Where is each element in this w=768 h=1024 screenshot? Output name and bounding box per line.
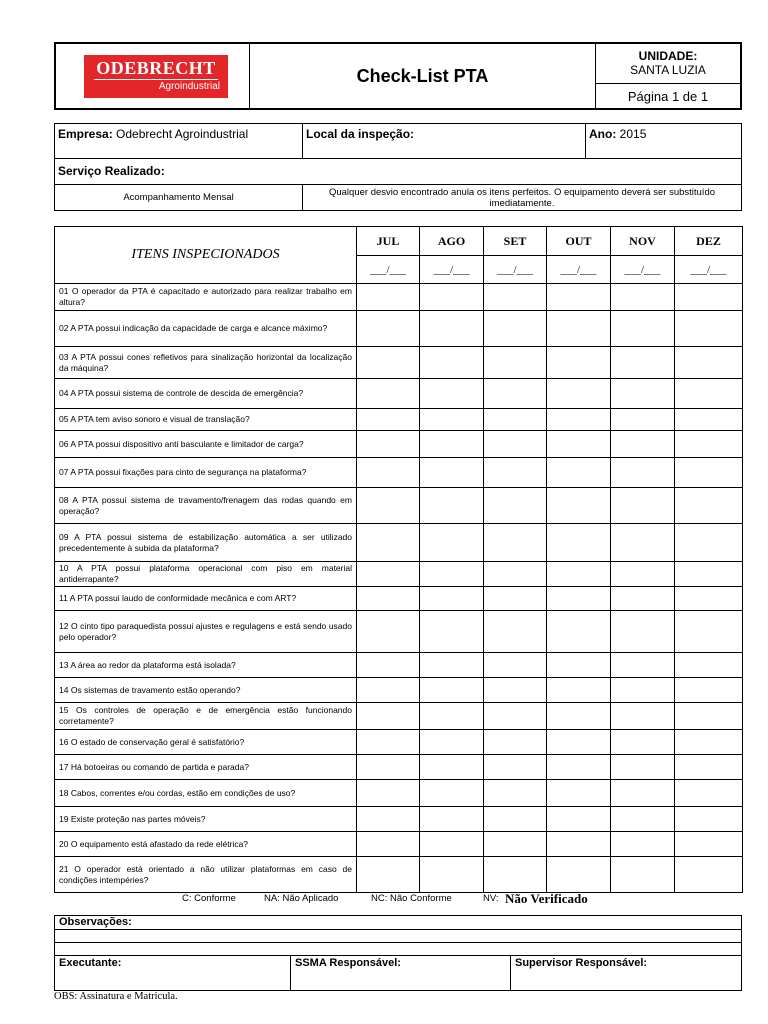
table-row xyxy=(55,832,743,857)
check-cell[interactable] xyxy=(675,562,743,587)
check-cell[interactable] xyxy=(484,431,547,458)
table-row xyxy=(55,857,743,893)
table-row xyxy=(55,653,743,678)
check-cell[interactable] xyxy=(484,653,547,678)
check-cell[interactable] xyxy=(547,347,611,379)
check-cell[interactable] xyxy=(420,488,484,524)
check-cell[interactable] xyxy=(675,524,743,562)
check-cell[interactable] xyxy=(484,730,547,755)
unit-cell xyxy=(596,44,740,84)
check-cell[interactable] xyxy=(611,730,675,755)
check-cell[interactable] xyxy=(547,678,611,703)
check-cell[interactable] xyxy=(357,409,420,431)
check-cell[interactable] xyxy=(484,311,547,347)
ssma-label: SSMA Responsável: xyxy=(295,957,401,969)
check-cell[interactable] xyxy=(611,409,675,431)
check-cell[interactable] xyxy=(420,524,484,562)
month-header: SET xyxy=(484,227,547,256)
check-cell[interactable] xyxy=(420,347,484,379)
check-cell[interactable] xyxy=(420,730,484,755)
check-cell[interactable] xyxy=(420,703,484,730)
check-cell[interactable] xyxy=(675,347,743,379)
check-cell[interactable] xyxy=(420,832,484,857)
check-cell[interactable] xyxy=(484,678,547,703)
table-row xyxy=(55,284,743,311)
check-cell[interactable] xyxy=(547,284,611,311)
supervisor-label: Supervisor Responsável: xyxy=(515,957,648,969)
obs-note: OBS: Assinatura e Matricula. xyxy=(54,991,178,1002)
check-cell[interactable] xyxy=(611,678,675,703)
check-cell[interactable] xyxy=(357,807,420,832)
logo-main-text: ODEBRECHT xyxy=(96,58,216,78)
check-cell[interactable] xyxy=(484,347,547,379)
check-cell[interactable] xyxy=(484,832,547,857)
check-cell[interactable] xyxy=(357,730,420,755)
check-cell[interactable] xyxy=(357,524,420,562)
table-row xyxy=(55,807,743,832)
document-header xyxy=(54,42,742,110)
table-row xyxy=(55,678,743,703)
inspection-item: 20 O equipamento está afastado da rede elétrica? xyxy=(55,832,357,857)
check-cell[interactable] xyxy=(547,379,611,409)
table-row xyxy=(55,587,743,611)
legend-nao-conforme: NC: Não Conforme xyxy=(371,893,452,904)
unit-label: UNIDADE: xyxy=(638,49,698,63)
legend-nao-aplicado: NA: Não Aplicado xyxy=(264,893,339,904)
check-cell[interactable] xyxy=(420,653,484,678)
check-cell[interactable] xyxy=(420,678,484,703)
servico-value: Acompanhamento Mensal xyxy=(55,185,303,210)
check-cell[interactable] xyxy=(420,562,484,587)
check-cell[interactable] xyxy=(357,780,420,807)
check-cell[interactable] xyxy=(611,703,675,730)
table-row xyxy=(55,311,743,347)
document-title: Check-List PTA xyxy=(250,44,596,108)
logo-sub-text: Agroindustrial xyxy=(158,81,220,92)
local-cell[interactable] xyxy=(303,124,586,159)
check-cell[interactable] xyxy=(357,488,420,524)
inspection-item: 17 Há botoeiras ou comando de partida e parada? xyxy=(55,755,357,780)
date-field[interactable]: ___/___ xyxy=(675,256,743,284)
check-cell[interactable] xyxy=(484,409,547,431)
check-cell[interactable] xyxy=(675,857,743,893)
items-header: ITENS INSPECIONADOS xyxy=(55,227,357,284)
check-cell[interactable] xyxy=(611,488,675,524)
inspection-item: 14 Os sistemas de travamento estão operando? xyxy=(55,678,357,703)
servico-row xyxy=(55,159,741,185)
table-row xyxy=(55,780,743,807)
checklist-table xyxy=(54,226,743,893)
check-cell[interactable] xyxy=(547,730,611,755)
check-cell[interactable] xyxy=(675,409,743,431)
check-cell[interactable] xyxy=(611,587,675,611)
check-cell[interactable] xyxy=(547,311,611,347)
inspection-item: 01 O operador da PTA é capacitado e autorizado para realizar trabalho em altura? xyxy=(55,284,357,311)
inspection-item: 03 A PTA possui cones refletivos para sinalização horizontal da localização da máquina? xyxy=(55,347,357,379)
check-cell[interactable] xyxy=(484,562,547,587)
check-cell[interactable] xyxy=(484,284,547,311)
check-cell[interactable] xyxy=(357,832,420,857)
check-cell[interactable] xyxy=(420,431,484,458)
inspection-item: 09 A PTA possui sistema de estabilização automática a ser utilizado precedentemente à subida da plataforma? xyxy=(55,524,357,562)
check-cell[interactable] xyxy=(357,703,420,730)
ano-label: Ano: xyxy=(589,127,617,141)
check-cell[interactable] xyxy=(675,703,743,730)
check-cell[interactable] xyxy=(547,653,611,678)
check-cell[interactable] xyxy=(420,611,484,653)
check-cell[interactable] xyxy=(547,857,611,893)
check-cell[interactable] xyxy=(547,587,611,611)
empresa-label: Empresa: xyxy=(58,127,113,141)
check-cell[interactable] xyxy=(547,524,611,562)
check-cell[interactable] xyxy=(611,458,675,488)
check-cell[interactable] xyxy=(484,524,547,562)
executante-label: Executante: xyxy=(59,957,122,969)
table-row xyxy=(55,524,743,562)
check-cell[interactable] xyxy=(484,458,547,488)
check-cell[interactable] xyxy=(675,431,743,458)
legend-nao-verificado: Não Verificado xyxy=(505,891,588,906)
check-cell[interactable] xyxy=(357,755,420,780)
info-block xyxy=(54,123,742,211)
table-row xyxy=(55,755,743,780)
observacoes-label: Observações: xyxy=(59,916,132,928)
check-cell[interactable] xyxy=(484,611,547,653)
executante-cell[interactable] xyxy=(55,956,291,990)
check-cell[interactable] xyxy=(420,857,484,893)
check-cell[interactable] xyxy=(357,284,420,311)
observacoes-line[interactable] xyxy=(55,930,741,943)
check-cell[interactable] xyxy=(675,755,743,780)
check-cell[interactable] xyxy=(675,587,743,611)
check-cell[interactable] xyxy=(611,611,675,653)
check-cell[interactable] xyxy=(611,311,675,347)
check-cell[interactable] xyxy=(484,755,547,780)
check-cell[interactable] xyxy=(611,431,675,458)
check-cell[interactable] xyxy=(611,857,675,893)
legend-nv-code: NV: xyxy=(483,893,499,904)
check-cell[interactable] xyxy=(675,284,743,311)
check-cell[interactable] xyxy=(547,409,611,431)
date-field[interactable]: ___/___ xyxy=(357,256,420,284)
check-cell[interactable] xyxy=(547,611,611,653)
inspection-item: 02 A PTA possui indicação da capacidade de carga e alcance máximo? xyxy=(55,311,357,347)
check-cell[interactable] xyxy=(420,311,484,347)
check-cell[interactable] xyxy=(484,857,547,893)
check-cell[interactable] xyxy=(420,284,484,311)
inspection-item: 11 A PTA possui laudo de conformidade mecânica e com ART? xyxy=(55,587,357,611)
table-row xyxy=(55,611,743,653)
check-cell[interactable] xyxy=(675,653,743,678)
check-cell[interactable] xyxy=(547,488,611,524)
check-cell[interactable] xyxy=(547,832,611,857)
check-cell[interactable] xyxy=(357,587,420,611)
check-cell[interactable] xyxy=(675,311,743,347)
table-row xyxy=(55,347,743,379)
check-cell[interactable] xyxy=(547,755,611,780)
table-row xyxy=(55,562,743,587)
check-cell[interactable] xyxy=(484,807,547,832)
inspection-item: 21 O operador está orientado a não utilizar plataformas em caso de condições intempéries? xyxy=(55,857,357,893)
check-cell[interactable] xyxy=(547,703,611,730)
check-cell[interactable] xyxy=(675,730,743,755)
table-row xyxy=(55,409,743,431)
check-cell[interactable] xyxy=(611,807,675,832)
company-logo xyxy=(84,55,228,98)
date-field[interactable]: ___/___ xyxy=(484,256,547,284)
date-field[interactable]: ___/___ xyxy=(420,256,484,284)
inspection-item: 08 A PTA possui sistema de travamento/frenagem das rodas quando em operação? xyxy=(55,488,357,524)
check-cell[interactable] xyxy=(357,562,420,587)
check-cell[interactable] xyxy=(420,379,484,409)
check-cell[interactable] xyxy=(675,678,743,703)
check-cell[interactable] xyxy=(547,562,611,587)
month-header: JUL xyxy=(357,227,420,256)
month-header: DEZ xyxy=(675,227,743,256)
page-indicator: Página 1 de 1 xyxy=(627,88,709,104)
inspection-item: 05 A PTA tem aviso sonoro e visual de translação? xyxy=(55,409,357,431)
local-label: Local da inspeção: xyxy=(306,127,415,141)
inspection-item: 15 Os controles de operação e de emergência estão funcionando corretamente? xyxy=(55,703,357,730)
inspection-item: 10 A PTA possui plataforma operacional com piso em material antiderrapante? xyxy=(55,562,357,587)
table-row xyxy=(55,458,743,488)
signature-block xyxy=(54,915,742,991)
inspection-item: 18 Cabos, correntes e/ou cordas, estão em condições de uso? xyxy=(55,780,357,807)
check-cell[interactable] xyxy=(357,311,420,347)
empresa-cell xyxy=(55,124,303,159)
check-cell[interactable] xyxy=(547,431,611,458)
table-row xyxy=(55,379,743,409)
check-cell[interactable] xyxy=(611,653,675,678)
check-cell[interactable] xyxy=(484,703,547,730)
month-header: AGO xyxy=(420,227,484,256)
check-cell[interactable] xyxy=(420,458,484,488)
check-cell[interactable] xyxy=(675,611,743,653)
check-cell[interactable] xyxy=(547,458,611,488)
logo-divider xyxy=(94,79,218,80)
unit-value: SANTA LUZIA xyxy=(630,63,706,77)
inspection-item: 12 O cinto tipo paraquedista possui ajustes e regulagens e está sendo usado pelo operador? xyxy=(55,611,357,653)
check-cell[interactable] xyxy=(420,409,484,431)
check-cell[interactable] xyxy=(611,755,675,780)
check-cell[interactable] xyxy=(420,807,484,832)
check-cell[interactable] xyxy=(484,379,547,409)
date-field[interactable]: ___/___ xyxy=(547,256,611,284)
ssma-cell[interactable] xyxy=(291,956,511,990)
check-cell[interactable] xyxy=(611,780,675,807)
table-row xyxy=(55,703,743,730)
check-cell[interactable] xyxy=(675,458,743,488)
check-cell[interactable] xyxy=(675,780,743,807)
check-cell[interactable] xyxy=(675,807,743,832)
check-cell[interactable] xyxy=(611,379,675,409)
date-field[interactable]: ___/___ xyxy=(611,256,675,284)
legend-conforme: C: Conforme xyxy=(182,893,236,904)
logo-cell xyxy=(56,44,250,108)
check-cell[interactable] xyxy=(484,488,547,524)
observacoes-row[interactable] xyxy=(55,916,741,930)
deviation-note: Qualquer desvio encontrado anula os itens perfeitos. O equipamento deverá ser substituído imediatamente. xyxy=(328,186,716,209)
check-cell[interactable] xyxy=(611,524,675,562)
check-cell[interactable] xyxy=(611,347,675,379)
supervisor-cell[interactable] xyxy=(511,956,741,990)
month-header: OUT xyxy=(547,227,611,256)
check-cell[interactable] xyxy=(420,587,484,611)
check-cell[interactable] xyxy=(484,780,547,807)
check-cell[interactable] xyxy=(420,780,484,807)
inspection-item: 06 A PTA possui dispositivo anti basculante e limitador de carga? xyxy=(55,431,357,458)
inspection-item: 07 A PTA possui fixações para cinto de segurança na plataforma? xyxy=(55,458,357,488)
month-header: NOV xyxy=(611,227,675,256)
check-cell[interactable] xyxy=(547,780,611,807)
check-cell[interactable] xyxy=(675,379,743,409)
check-cell[interactable] xyxy=(675,488,743,524)
check-cell[interactable] xyxy=(357,678,420,703)
check-cell[interactable] xyxy=(357,653,420,678)
check-cell[interactable] xyxy=(484,587,547,611)
check-cell[interactable] xyxy=(420,755,484,780)
check-cell[interactable] xyxy=(547,807,611,832)
check-cell[interactable] xyxy=(611,284,675,311)
inspection-item: 04 A PTA possui sistema de controle de descida de emergência? xyxy=(55,379,357,409)
servico-label: Serviço Realizado: xyxy=(58,164,165,178)
check-cell[interactable] xyxy=(357,431,420,458)
inspection-item: 19 Existe proteção nas partes móveis? xyxy=(55,807,357,832)
check-cell[interactable] xyxy=(357,379,420,409)
check-cell[interactable] xyxy=(357,347,420,379)
inspection-item: 16 O estado de conservação geral é satisfatório? xyxy=(55,730,357,755)
check-cell[interactable] xyxy=(611,562,675,587)
ano-cell xyxy=(586,124,741,159)
inspection-item: 13 A área ao redor da plataforma está isolada? xyxy=(55,653,357,678)
empresa-value: Odebrecht Agroindustrial xyxy=(116,127,249,141)
table-row xyxy=(55,730,743,755)
check-cell[interactable] xyxy=(611,832,675,857)
table-row xyxy=(55,431,743,458)
check-cell[interactable] xyxy=(357,611,420,653)
check-cell[interactable] xyxy=(675,832,743,857)
table-row xyxy=(55,488,743,524)
ano-value: 2015 xyxy=(619,127,647,141)
observacoes-line[interactable] xyxy=(55,943,741,956)
check-cell[interactable] xyxy=(357,458,420,488)
check-cell[interactable] xyxy=(357,857,420,893)
